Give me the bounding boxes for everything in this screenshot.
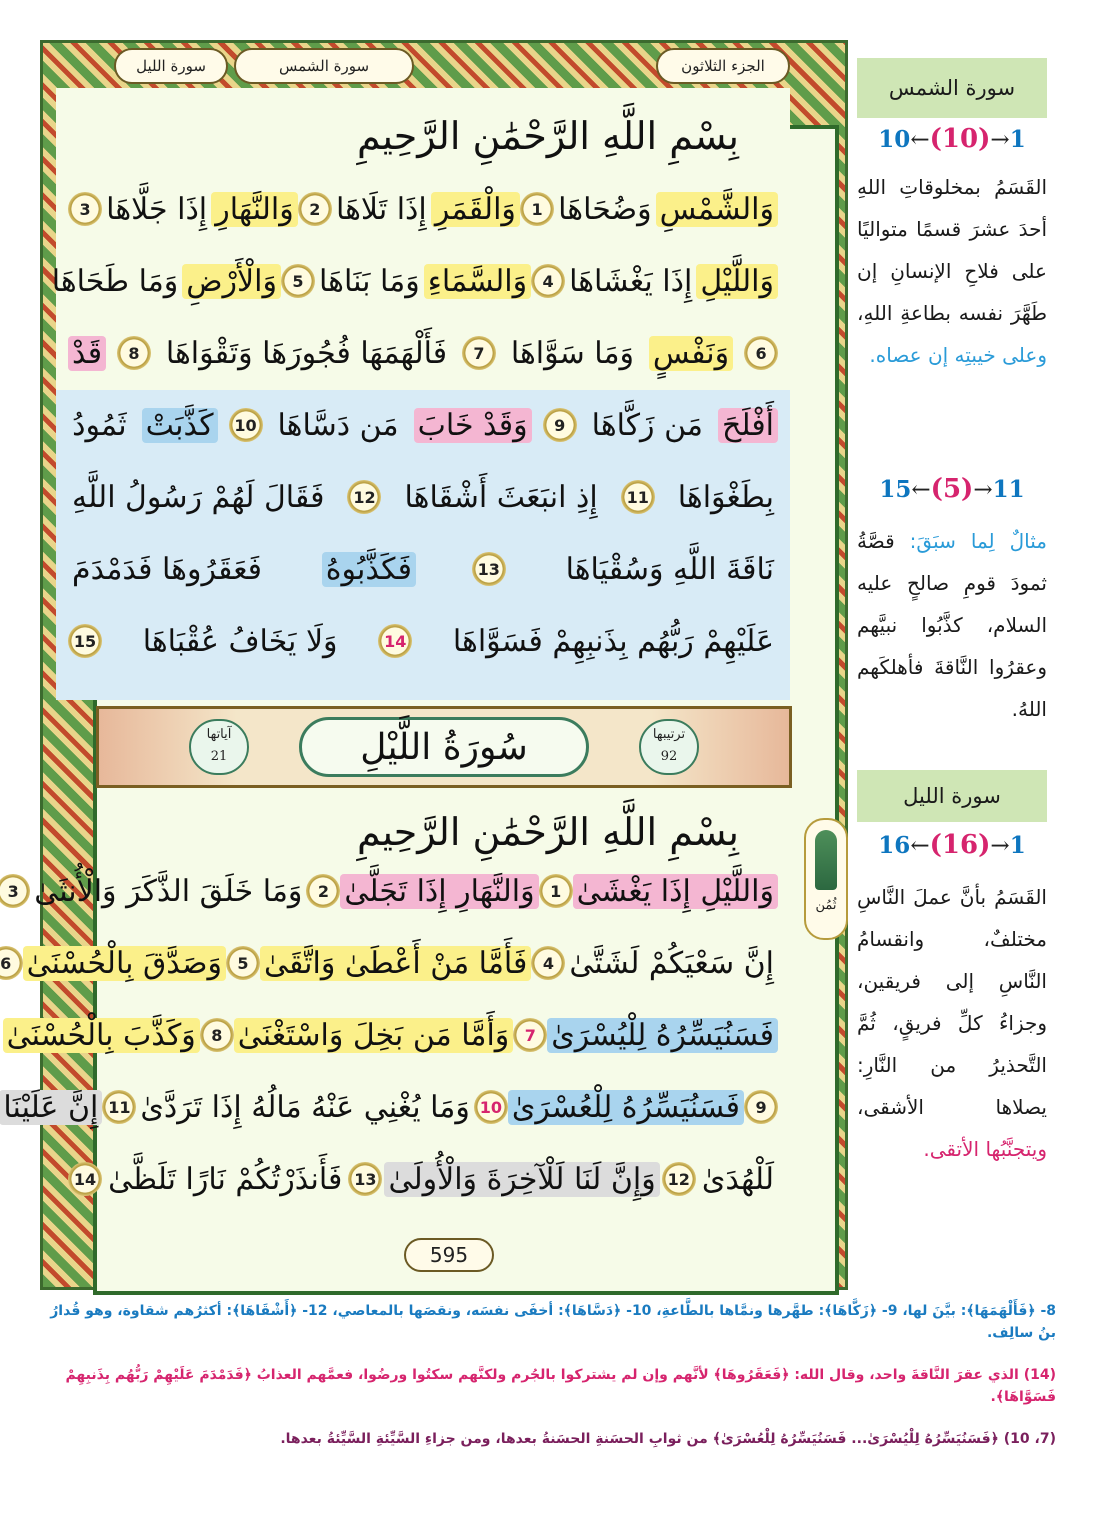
side-text: القَسَمُ بمخلوقاتِ اللهِ أحدَ عشرَ قسمًا متواليًا على فلاحِ الإنسانِ إن طَهَّرَ نفسه بطاعةِ اللهِ، xyxy=(857,175,1047,325)
range-layl-1: 16←(16)→1 xyxy=(878,830,1026,860)
highlighted-word: إِنَّ عَلَيْنَا xyxy=(0,1090,102,1125)
range-from: 11 xyxy=(992,476,1025,503)
verse-number-marker: 11 xyxy=(621,480,655,514)
side-text: قصَّةُ ثمودَ قومِ صالحٍ عليه السلام، كذَّبُوا نبيَّهم وعقرُوا النَّاقةَ فأهلكَهم اللهُ. xyxy=(857,529,1047,721)
highlighted-word: أَفْلَحَ xyxy=(718,408,778,443)
highlighted-word: وَأَمَّا مَن بَخِلَ وَاسْتَغْنَىٰ xyxy=(234,1018,514,1053)
verse-text: إِذِ انبَعَثَ أَشْقَاهَا xyxy=(404,479,598,515)
verse-number-marker: 1 xyxy=(520,192,554,226)
verse-text: ثَمُودُ xyxy=(72,407,127,443)
highlighted-word: وَنَفْسٍ xyxy=(649,336,733,371)
footnote-2: (14) الذي عقرَ النَّاقةَ واحد، وقال الله: ﴿فَعَقَرُوهَا﴾ لأنَّهم وإن لم يشتركوا بالجُرم ولكنَّهم سكتُوا ورضُوا، فعمَّهم العذابُ ﴿فَدَمْدَمَ عَلَيْهِمْ رَبُّهُم بِذَنبِهِمْ فَسَوَّاهَا﴾. xyxy=(65,1367,1056,1405)
verse-number-marker: 5 xyxy=(281,264,315,298)
verse-text: فَأَنذَرْتُكُمْ نَارًا تَلَظَّىٰ xyxy=(108,1161,343,1197)
verse-line xyxy=(7,860,778,922)
highlighted-word: وَالْقَمَرِ xyxy=(431,192,520,227)
side-header-shams: سورة الشمس xyxy=(857,58,1047,118)
verse-number-marker: 10 xyxy=(229,408,263,442)
header-surah-right: سورة الشمس xyxy=(234,48,414,84)
side-text-shams-2 xyxy=(857,520,1047,730)
range-shams-2: 15←(5)→11 xyxy=(879,474,1025,504)
order-label: ترتيبها xyxy=(652,727,686,742)
verse-number-marker: 3 xyxy=(0,874,30,908)
verses-value: 21 xyxy=(210,749,228,764)
highlighted-word: وَكَذَّبَ بِالْحُسْنَىٰ xyxy=(3,1018,200,1053)
highlighted-word: فَسَنُيَسِّرُهُ لِلْيُسْرَىٰ xyxy=(547,1018,778,1053)
verse-number-marker: 8 xyxy=(200,1018,234,1052)
verse-number-marker: 10 xyxy=(474,1090,508,1124)
highlighted-word: وَإِنَّ لَنَا لَلْآخِرَةَ وَالْأُولَىٰ xyxy=(384,1162,659,1197)
verse-number-marker: 9 xyxy=(744,1090,778,1124)
verses-medallion xyxy=(189,719,249,775)
verse-number-marker: 1 xyxy=(539,874,573,908)
range-to: 16 xyxy=(878,832,911,859)
highlighted-word: فَأَمَّا مَنْ أَعْطَىٰ وَاتَّقَىٰ xyxy=(260,946,531,981)
order-medallion xyxy=(639,719,699,775)
verse-number-marker: 2 xyxy=(298,192,332,226)
thumun-label: ثُمُن xyxy=(815,898,837,913)
verse-number-marker: 2 xyxy=(306,874,340,908)
verse-number-marker: 7 xyxy=(462,336,496,370)
highlighted-word: وَالْأَرْضِ xyxy=(182,264,281,299)
side-text-shams-1 xyxy=(857,166,1047,376)
verse-text: إِنَّ سَعْيَكُمْ لَشَتَّىٰ xyxy=(569,945,774,981)
side-text: القَسَمُ بأنَّ عملَ النَّاسِ مختلفٌ، وانقسامُ النَّاسِ إلى فريقين، وجزاءُ كلِّ فريقٍ، ثُمَّ التَّحذيرُ من النَّارِ: يصلاها الأشقى، xyxy=(857,885,1047,1119)
range-shams-1: 10←(10)→1 xyxy=(878,124,1026,154)
verse-text: وَضُحَاهَا xyxy=(558,191,652,227)
highlighted-word: وَاللَّيْلِ xyxy=(696,264,778,299)
dome-icon xyxy=(815,830,837,890)
verse-text: مَن زَكَّاهَا xyxy=(591,407,703,443)
range-to: 15 xyxy=(879,476,912,503)
thumun-marker xyxy=(804,818,848,940)
verse-text: نَاقَةَ اللَّهِ وَسُقْيَاهَا xyxy=(565,551,774,587)
verse-text: وَمَا سَوَّاهَا xyxy=(510,335,635,371)
surah-title: سُورَةُ اللَّيْلِ xyxy=(299,717,589,777)
header-surah-left: سورة الليل xyxy=(114,48,228,84)
highlighted-word: وَقَدْ خَابَ xyxy=(414,408,532,443)
verse-text: وَمَا طَحَاهَا xyxy=(51,263,179,299)
highlighted-word: كَذَّبَتْ xyxy=(142,408,218,443)
verse-text: إِذَا يَغْشَاهَا xyxy=(569,263,693,299)
verse-line xyxy=(68,394,778,456)
highlighted-word: وَالنَّهَارِ xyxy=(211,192,297,227)
highlighted-word: قَدْ xyxy=(68,336,106,371)
verse-number-marker: 6 xyxy=(744,336,778,370)
range-from: 1 xyxy=(1009,126,1026,153)
range-count: 10 xyxy=(941,124,979,154)
range-to: 10 xyxy=(878,126,911,153)
highlighted-word: وَالشَّمْسِ xyxy=(656,192,778,227)
verse-number-marker: 6 xyxy=(0,946,23,980)
verse-text: فَأَلْهَمَهَا فُجُورَهَا وَتَقْوَاهَا xyxy=(165,335,448,371)
verse-number-marker: 15 xyxy=(68,624,102,658)
verses-label: آياتها xyxy=(206,727,232,742)
verse-text: عَلَيْهِمْ رَبُّهُم بِذَنبِهِمْ فَسَوَّاهَا xyxy=(452,623,774,659)
verse-text: وَمَا بَنَاهَا xyxy=(318,263,420,299)
verse-line xyxy=(68,610,778,672)
verse-number-marker: 8 xyxy=(117,336,151,370)
verse-number-marker: 14 xyxy=(68,1162,102,1196)
side-header-layl: سورة الليل xyxy=(857,770,1047,822)
verse-text: وَمَا خَلَقَ الذَّكَرَ وَالْأُنثَىٰ xyxy=(34,873,303,909)
verse-line xyxy=(3,1076,778,1138)
verse-text: إِذَا تَلَاهَا xyxy=(335,191,427,227)
verse-text: فَقَالَ لَهُمْ رَسُولُ اللَّهِ xyxy=(72,479,325,515)
range-count: 16 xyxy=(941,830,979,860)
verse-line xyxy=(0,932,778,994)
verse-line xyxy=(68,1148,778,1210)
verse-text: فَعَقَرُوهَا فَدَمْدَمَ xyxy=(72,551,263,587)
verse-line xyxy=(68,538,778,600)
highlighted-word: وَصَدَّقَ بِالْحُسْنَىٰ xyxy=(23,946,226,981)
verse-number-marker: 14 xyxy=(378,624,412,658)
footnote-3: (7، 10) ﴿فَسَنُيَسِّرُهُ لِلْيُسْرَىٰ... فَسَنُيَسِّرُهُ لِلْعُسْرَىٰ﴾ من ثوابِ الحسَنةِ الحسَنةُ بعدها، ومن جزاءِ السَّيِّئةِ السَّيِّئةُ بعدها. xyxy=(280,1431,1056,1447)
highlighted-word: وَالسَّمَاءِ xyxy=(424,264,531,299)
side-text-layl-1 xyxy=(857,876,1047,1170)
verse-text: وَمَا يُغْنِي عَنْهُ مَالُهُ إِذَا تَرَدَّىٰ xyxy=(140,1089,470,1125)
verse-number-marker: 13 xyxy=(348,1162,382,1196)
highlighted-word: فَكَذَّبُوهُ xyxy=(322,552,416,587)
verse-text: بِطَغْوَاهَا xyxy=(677,479,774,515)
verse-line xyxy=(68,178,778,240)
side-text-highlight: وعلى خيبتِه إن عصاه. xyxy=(869,343,1047,367)
page-number: 595 xyxy=(404,1238,494,1272)
surah-title-banner xyxy=(96,706,792,788)
highlighted-word: وَالنَّهَارِ إِذَا تَجَلَّىٰ xyxy=(340,874,538,909)
verse-number-marker: 4 xyxy=(531,946,565,980)
verse-line xyxy=(68,466,778,528)
bismillah-layl: بِسْمِ اللَّهِ الرَّحْمَٰنِ الرَّحِيمِ xyxy=(357,810,739,854)
verse-line xyxy=(6,1004,778,1066)
verse-text: وَلَا يَخَافُ عُقْبَاهَا xyxy=(142,623,338,659)
verse-text: إِذَا جَلَّاهَا xyxy=(106,191,208,227)
order-value: 92 xyxy=(660,749,678,764)
side-text-highlight: مثالٌ لِما سبَقَ: xyxy=(909,529,1047,553)
footnote-1: 8- ﴿فَأَلْهَمَهَا﴾: بيَّنَ لها، 9- ﴿زَكَّاهَا﴾: طهَّرها ونمَّاها بالطَّاعةِ، 10- ﴿دَسَّاهَا﴾: أخفَى نفسَه، ونقصَها بالمعاصي، 12- ﴿أَشْقَاهَا﴾: أكثرُهم شقاوة، وهو قُدارُ بنُ سالِف. xyxy=(50,1303,1056,1341)
verse-text: مَن دَسَّاهَا xyxy=(277,407,399,443)
range-from: 1 xyxy=(1009,832,1026,859)
header-juz: الجزء الثلاثون xyxy=(656,48,790,84)
verse-number-marker: 11 xyxy=(102,1090,136,1124)
side-text-highlight: ويتجنَّبُها الأتقى. xyxy=(923,1137,1047,1161)
verse-line xyxy=(51,250,778,312)
verse-number-marker: 12 xyxy=(347,480,381,514)
verse-text: لَلْهُدَىٰ xyxy=(701,1161,774,1197)
verse-number-marker: 13 xyxy=(472,552,506,586)
verse-line xyxy=(68,322,778,384)
highlighted-word: فَسَنُيَسِّرُهُ لِلْعُسْرَىٰ xyxy=(508,1090,744,1125)
verse-number-marker: 3 xyxy=(68,192,102,226)
verse-number-marker: 5 xyxy=(226,946,260,980)
verse-number-marker: 9 xyxy=(543,408,577,442)
highlighted-word: وَاللَّيْلِ إِذَا يَغْشَىٰ xyxy=(573,874,778,909)
range-count: 5 xyxy=(942,474,962,504)
verse-number-marker: 4 xyxy=(531,264,565,298)
verse-number-marker: 12 xyxy=(662,1162,696,1196)
verse-number-marker: 7 xyxy=(513,1018,547,1052)
bismillah-shams: بِسْمِ اللَّهِ الرَّحْمَٰنِ الرَّحِيمِ xyxy=(357,114,739,158)
